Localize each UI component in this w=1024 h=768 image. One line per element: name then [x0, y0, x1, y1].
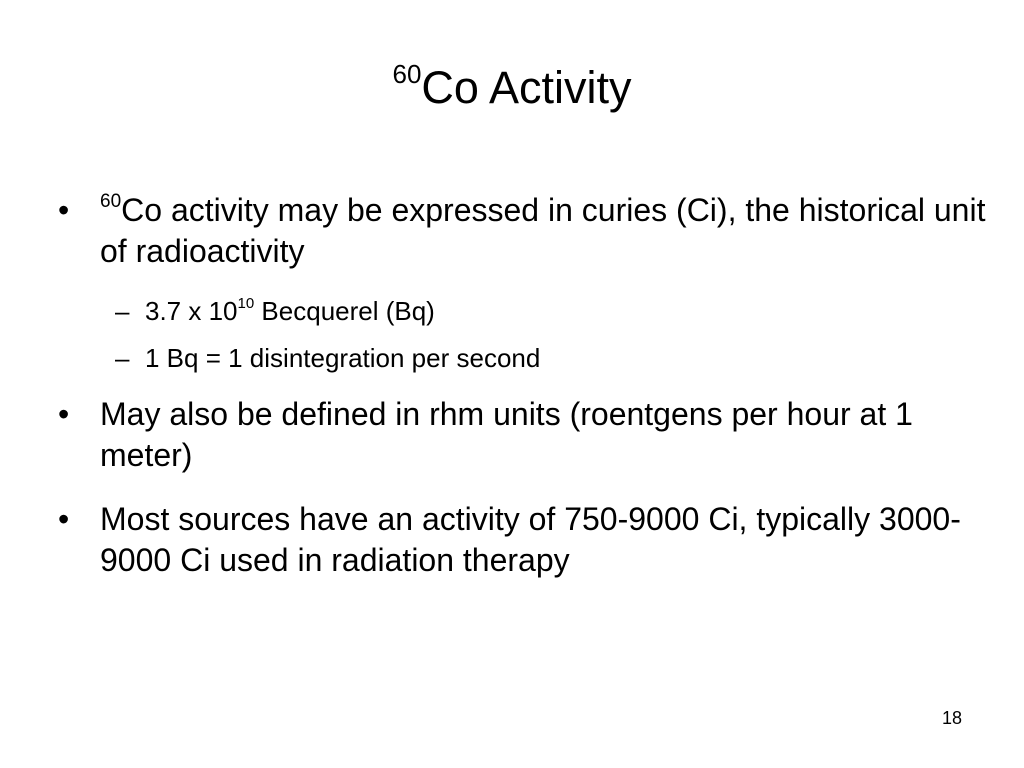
- slide-title: [0, 60, 1024, 116]
- sub-bullet-item: [115, 341, 975, 375]
- sub-bullet-prefix: 3.7 x 10: [145, 296, 238, 326]
- bullet-text: Most sources have an activity of 750-9000 Ci, typically 3000-9000 Ci used in radiation therapy: [100, 501, 961, 578]
- page-number: 18: [941, 708, 962, 728]
- bullet-item: [58, 499, 988, 581]
- bullet-marker: •: [58, 192, 70, 228]
- bullet-marker: •: [58, 501, 70, 537]
- sub-bullet-text: 1 Bq = 1 disintegration per second: [145, 343, 541, 373]
- title-text: Co Activity: [421, 62, 632, 113]
- bullet-marker: •: [58, 396, 70, 432]
- bullet-text: [100, 190, 988, 272]
- sub-bullet-item: [115, 294, 975, 328]
- bullet-body: Co activity may be expressed in curies (Ci), the historical unit of radioactivity: [100, 192, 986, 269]
- bullet-item: [58, 394, 988, 476]
- title-superscript: 60: [392, 59, 422, 89]
- sub-bullet-superscript: 10: [237, 295, 255, 313]
- bullet-item: [58, 190, 988, 272]
- sub-bullet-marker: –: [115, 343, 130, 373]
- sub-bullet-marker: –: [115, 296, 130, 326]
- bullet-superscript: 60: [100, 191, 122, 213]
- bullet-text: May also be defined in rhm units (roentgens per hour at 1 meter): [100, 396, 913, 473]
- sub-bullet-suffix: Becquerel (Bq): [254, 296, 435, 326]
- sub-bullet-text: [145, 294, 975, 328]
